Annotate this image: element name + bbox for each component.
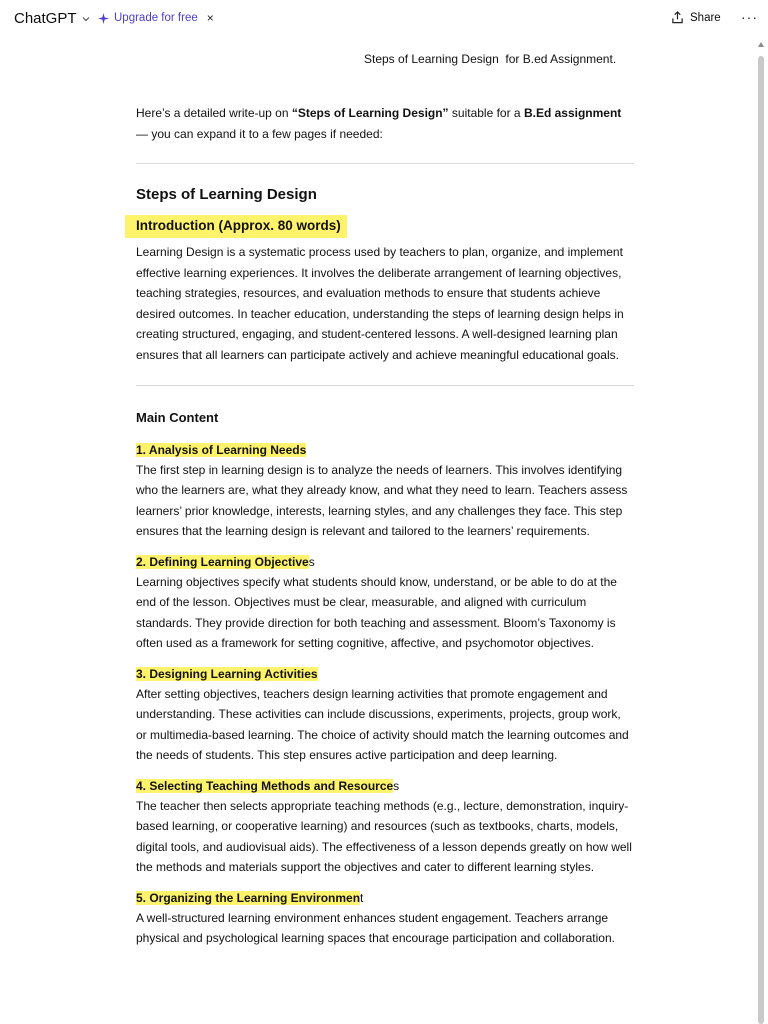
step-heading <box>136 664 634 684</box>
step-4 <box>136 776 634 878</box>
step-5 <box>136 888 634 949</box>
step-heading-highlight: 1. Analysis of Learning Needs <box>136 442 307 457</box>
step-heading-rest: s <box>393 778 400 793</box>
step-heading-rest: s <box>308 554 315 569</box>
step-heading-highlight: 4. Selecting Teaching Methods and Resource <box>136 778 394 793</box>
intro-mid: suitable for a <box>448 106 524 120</box>
step-heading-highlight: 2. Defining Learning Objective <box>136 554 309 569</box>
main-content-heading: Main Content <box>136 410 219 425</box>
step-body: Learning objectives specify what students should know, understand, or be able to do at the end of the lesson. Objectives must be clear, measurable, and aligned with curriculum standards. They provide direction for both teaching and assessment. Bloom’s Taxonomy is often used as a framework for setting cognitive, affective, and psychomotor objectives. <box>136 574 617 650</box>
introduction-text: Learning Design is a systematic process used by teachers to plan, organize, and implement effective learning experiences. It involves the deliberate arrangement of learning objectives, teaching strategies, resources, and evaluation methods to ensure that students achieve desired outcomes. In teacher education, understanding the steps of learning design helps in creating structured, engaging, and student-centered lessons. A well-designed learning plan ensures that all learners can participate actively and achieve meaningful educational goals. <box>136 245 624 362</box>
upgrade-button[interactable] <box>98 11 214 25</box>
step-1 <box>136 440 634 542</box>
chevron-down-icon <box>81 14 91 24</box>
scroll-up-arrow-icon[interactable] <box>758 42 764 47</box>
step-heading <box>136 888 634 908</box>
assistant-response <box>136 103 634 949</box>
upgrade-label: Upgrade for free <box>114 12 198 24</box>
doc-title: Steps of Learning Design <box>136 186 317 203</box>
user-message: Steps of Learning Design for B.ed Assignment. <box>364 52 617 66</box>
close-icon[interactable]: × <box>206 11 214 25</box>
top-bar <box>0 0 768 38</box>
step-heading <box>136 440 634 460</box>
model-selector[interactable] <box>14 10 91 27</box>
divider <box>136 385 634 386</box>
step-heading-rest: t <box>360 890 364 905</box>
divider <box>136 163 634 164</box>
intro-post: — you can expand it to a few pages if needed: <box>136 126 383 141</box>
share-label: Share <box>690 11 721 24</box>
step-body: After setting objectives, teachers design learning activities that promote engagement and understanding. These activities can include discussions, experiments, projects, group work, or multimedia-based learning. The choice of activity should match the learning outcomes and the needs of students. This step ensures active participation and deep learning. <box>136 686 629 762</box>
intro-audience: B.Ed assignment <box>523 106 622 120</box>
step-2 <box>136 552 634 654</box>
step-heading <box>136 552 634 572</box>
intro-text <box>136 103 634 144</box>
sparkle-icon <box>98 13 109 24</box>
step-body: A well-structured learning environment enhances student engagement. Teachers arrange physical and psychological learning spaces that encourage participation and collaboration. <box>136 910 615 945</box>
step-heading <box>136 776 634 796</box>
step-body: The first step in learning design is to analyze the needs of learners. This involves identifying who the learners are, what they already know, and what they need to learn. Teachers assess learners’ prior knowledge, interests, learning styles, and any challenges they face. This step ensures that the learning design is relevant and tailored to the learners’ requirements. <box>136 462 628 538</box>
introduction-heading-highlight: Introduction (Approx. 80 words) <box>125 215 347 238</box>
scrollbar-thumb[interactable] <box>758 56 764 1024</box>
step-heading-highlight: 5. Organizing the Learning Environmen <box>136 890 361 905</box>
step-heading-highlight: 3. Designing Learning Activities <box>136 666 318 681</box>
intro-pre: Here’s a detailed write-up on <box>136 106 292 120</box>
share-icon <box>671 11 684 24</box>
introduction-heading <box>136 216 634 237</box>
intro-topic: “Steps of Learning Design” <box>291 106 449 120</box>
scrollbar[interactable] <box>755 40 767 1024</box>
step-3 <box>136 664 634 766</box>
share-button[interactable] <box>671 11 721 24</box>
step-body: The teacher then selects appropriate teaching methods (e.g., lecture, demonstration, inquiry-based learning, or cooperative learning) and resources (such as textbooks, charts, models, digital tools, and audiovisual aids). The effectiveness of a lesson depends greatly on how well the methods and materials support the objectives and cater to different learning styles. <box>136 798 632 874</box>
more-icon[interactable]: ··· <box>741 9 758 25</box>
app-name: ChatGPT <box>14 10 77 27</box>
